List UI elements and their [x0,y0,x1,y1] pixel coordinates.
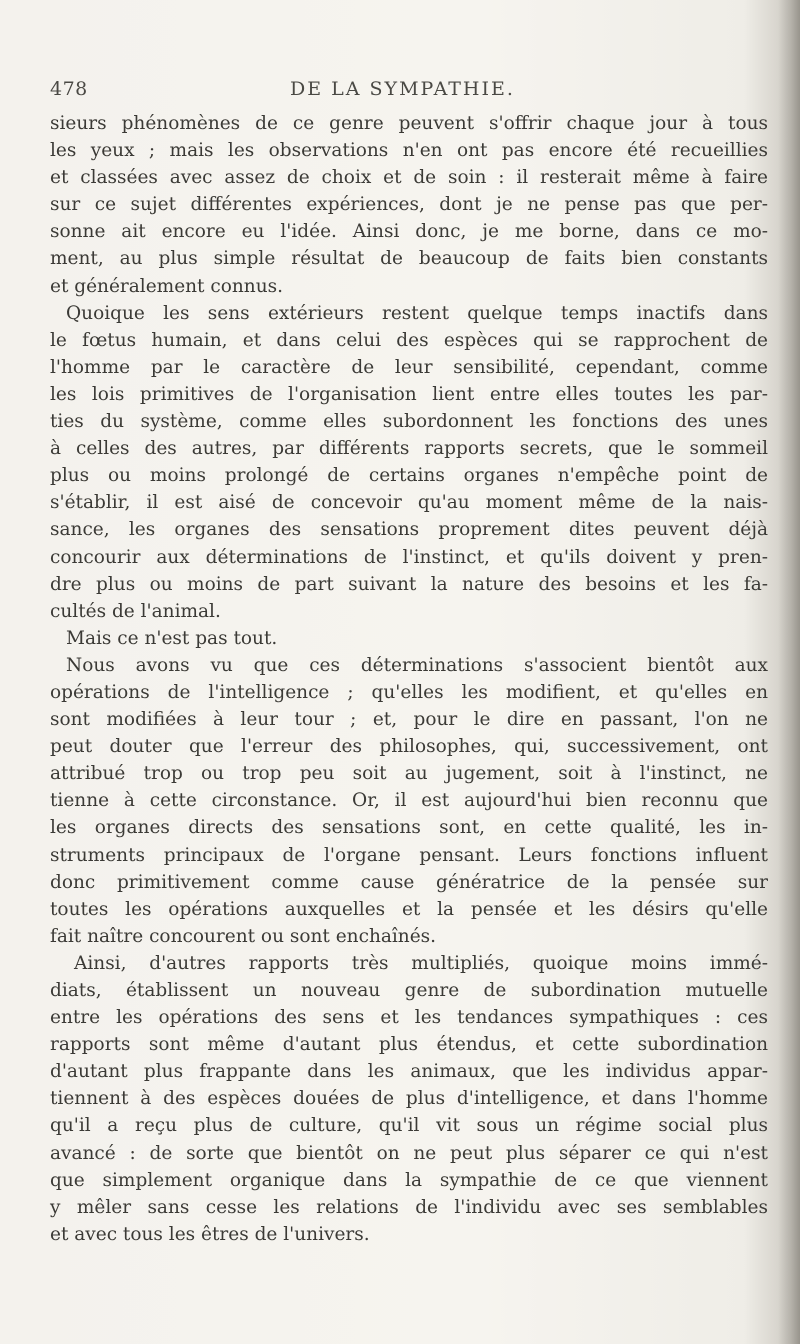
text-line: sance, les organes des sensations proprement dites peuvent déjà [50,519,768,541]
text-line: à celles des autres, par différents rapports secrets, que le sommeil [50,438,768,460]
text-line: l'homme par le caractère de leur sensibilité, cependant, comme [50,356,768,378]
text-line: donc primitivement comme cause génératrice de la pensée sur [50,871,768,893]
text-line: concourir aux déterminations de l'instinct, et qu'ils doivent y pren- [50,546,768,568]
text-line: cultés de l'animal. [50,600,221,622]
text-line: sont modifiées à leur tour ; et, pour le dire en passant, l'on ne [50,709,768,731]
text-line: peut douter que l'erreur des philosophes, qui, successivement, ont [50,736,768,758]
text-line: et avec tous les êtres de l'univers. [50,1223,370,1245]
text-line: et classées avec assez de choix et de soin : il resterait même à faire [50,167,768,189]
text-line: tienne à cette circonstance. Or, il est aujourd'hui bien reconnu que [50,790,768,812]
text-line: avancé : de sorte que bientôt on ne peut plus séparer ce qui n'est [50,1142,768,1164]
text-line: sur ce sujet différentes expériences, dont je ne pense pas que per- [50,194,768,216]
text-line: s'établir, il est aisé de concevoir qu'au moment même de la nais- [50,492,768,514]
body-text [50,110,768,1248]
text-line: plus ou moins prolongé de certains organes n'empêche point de [50,465,768,487]
text-line: rapports sont même d'autant plus étendus, et cette subordination [50,1034,768,1056]
text-line: ties du système, comme elles subordonnent les fonctions des unes [50,411,768,433]
page-header [50,78,772,108]
text-line: le fœtus humain, et dans celui des espèces qui se rapprochent de [50,329,768,351]
text-line: dre plus ou moins de part suivant la nature des besoins et les fa- [50,573,768,595]
text-line: diats, établissent un nouveau genre de subordination mutuelle [50,980,768,1001]
text-line: et généralement connus. [50,275,283,297]
text-line: d'autant plus frappante dans les animaux, que les individus appar- [50,1061,768,1083]
text-line: attribué trop ou trop peu soit au jugement, soit à l'instinct, ne [50,763,768,785]
text-line: toutes les opérations auxquelles et la pensée et les désirs qu'elle [50,898,768,920]
text-line: sieurs phénomènes de ce genre peuvent s'offrir chaque jour à tous [50,113,768,134]
text-line: fait naître concourent ou sont enchaînés. [50,925,437,947]
text-line: ment, au plus simple résultat de beaucoup de faits bien constants [50,248,768,270]
text-line: les organes directs des sensations sont, en cette qualité, les in- [50,817,768,839]
text-line: Ainsi, d'autres rapports très multipliés, quoique moins immé- [74,952,768,974]
page-number: 478 [50,78,88,100]
text-line: Mais ce n'est pas tout. [66,627,278,649]
text-line: opérations de l'intelligence ; qu'elles les modifient, et qu'elles en [50,681,768,703]
text-line: struments principaux de l'organe pensant. Leurs fonctions influent [50,844,768,866]
text-line: les yeux ; mais les observations n'en ont pas encore été recueillies [50,140,768,162]
page-edge-shadow [778,0,800,1344]
text-line: Nous avons vu que ces déterminations s'associent bientôt aux [66,654,768,676]
text-line: Quoique les sens extérieurs restent quelque temps inactifs dans [66,302,768,324]
running-title: DE LA SYMPATHIE. [290,78,515,100]
text-line: que simplement organique dans la sympathie de ce que viennent [50,1169,768,1191]
text-line: tiennent à des espèces douées de plus d'intelligence, et dans l'homme [50,1088,768,1110]
text-line: qu'il a reçu plus de culture, qu'il vit sous un régime social plus [50,1115,768,1137]
text-line: sonne ait encore eu l'idée. Ainsi donc, je me borne, dans ce mo- [50,221,768,243]
text-line: y mêler sans cesse les relations de l'individu avec ses semblables [50,1196,768,1218]
text-line: les lois primitives de l'organisation lient entre elles toutes les par- [50,383,768,405]
text-line: entre les opérations des sens et les tendances sympathiques : ces [50,1007,768,1029]
